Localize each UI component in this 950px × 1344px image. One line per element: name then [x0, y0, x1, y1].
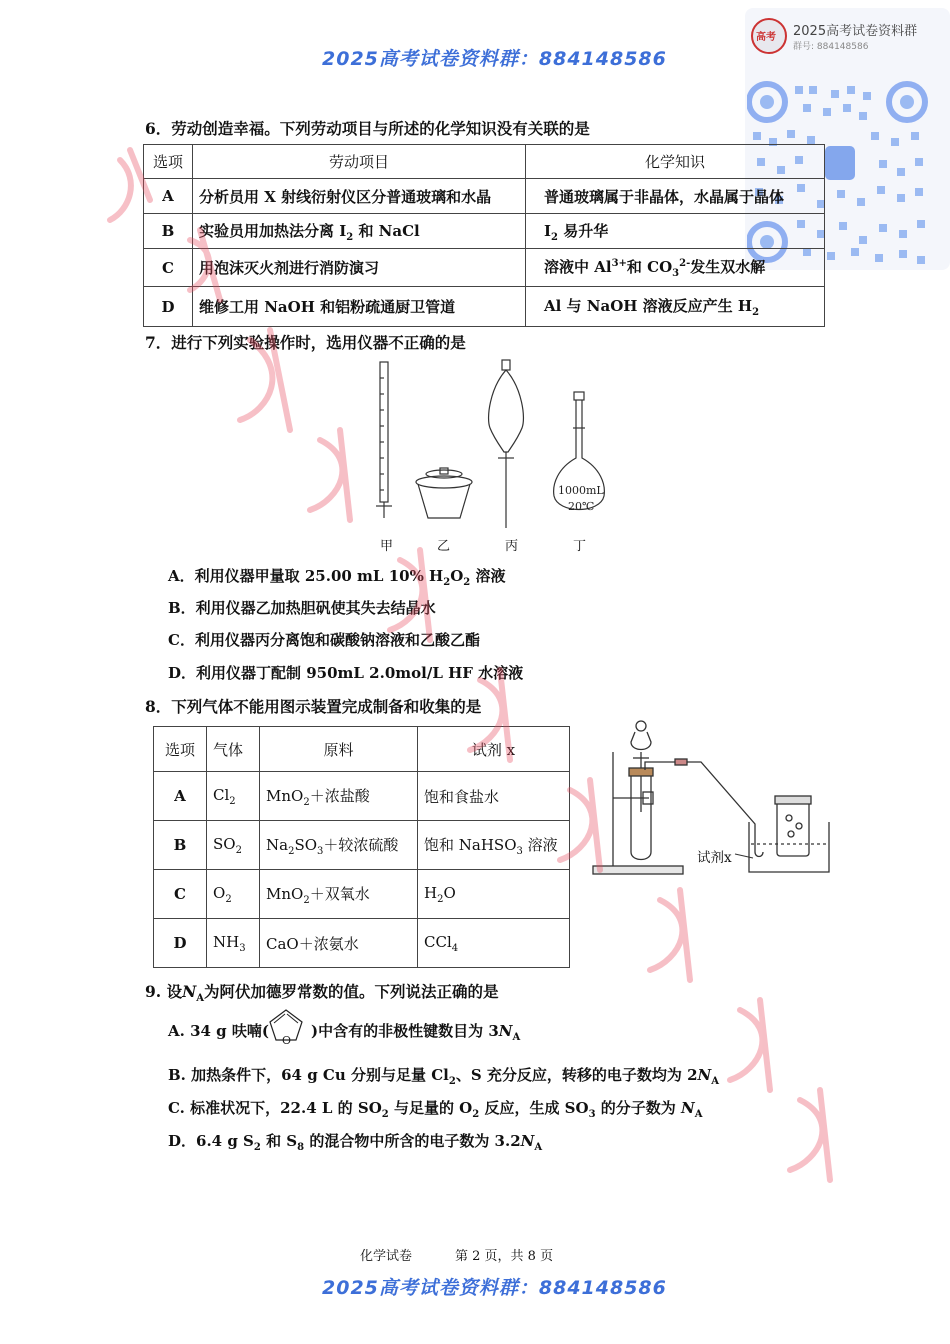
instrument-label-yi: 乙 [437, 539, 451, 554]
q6-stem: 6．劳动创造幸福。下列劳动项目与所述的化学知识没有关联的是 [145, 119, 590, 138]
furan-ring-icon [266, 1006, 306, 1046]
instrument-label-jia: 甲 [380, 539, 394, 554]
flask-volume-label: 1000mL [558, 484, 604, 497]
table-row: C 用泡沫灭火剂进行消防演习 溶液中 $Al^{3+}$和 $CO_3^{2-}$发生双水解 [144, 249, 825, 287]
instrument-label-bing: 丙 [505, 539, 519, 554]
separatory-funnel-icon [489, 360, 524, 528]
q7-instruments-figure [340, 358, 630, 528]
q9-option-c: C. 标准状况下，22.4 L 的 $SO_2$ 与足量的 $O_2$ 反应，生成 $SO_3$ 的分子数为 $N_A$ [168, 1099, 703, 1120]
reagent-x-label: 试剂x [697, 850, 732, 866]
crucible-icon [416, 468, 472, 518]
qr-title: 2025高考试卷资料群 [793, 24, 918, 39]
qr-subtitle: 群号: 884148586 [793, 42, 869, 52]
q7-option-d: D．利用仪器丁配制 950mL 2.0mol/L HF 水溶液 [168, 664, 524, 682]
flask-temp-label: 20℃ [568, 500, 595, 513]
instrument-label-ding: 丁 [573, 539, 587, 554]
footer-subject: 化学试卷 [360, 1249, 413, 1264]
table-row: D 维修工用 NaOH 和铝粉疏通厨卫管道 Al 与 NaOH 溶液反应产生 $H_2$ [144, 287, 825, 327]
table-row: C $O_2$ MnO$_2$＋双氧水 $H_2O$ [154, 870, 570, 919]
q9-option-d: D．6.4 g $S_2$ 和 $S_8$ 的混合物中所含的电子数为 $3.2N_A$ [168, 1132, 543, 1153]
table-row: 选项 劳动项目 化学知识 [144, 145, 825, 179]
q9-option-a: A. 34 g 呋喃( )中含有的非极性键数目为 $3N_A$ [168, 1022, 521, 1043]
q9-option-b: B. 加热条件下，64 g Cu 分别与足量 $Cl_2$、S 充分反应，转移的电子数均为 $2N_A$ [168, 1066, 720, 1087]
banner-top: 2025高考试卷资料群：884148586 [322, 48, 667, 70]
table-row: A 分析员用 X 射线衍射仪区分普通玻璃和水晶 普通玻璃属于非晶体，水晶属于晶体 [144, 179, 825, 214]
qr-logo-icon: 高考 [751, 18, 787, 54]
banner-bottom: 2025高考试卷资料群：884148586 [322, 1277, 667, 1299]
q8-stem: 8．下列气体不能用图示装置完成制备和收集的是 [145, 697, 482, 716]
q7-option-a: A．利用仪器甲量取 25.00 mL 10% $H_2O_2$ 溶液 [168, 567, 506, 588]
q7-option-c: C．利用仪器丙分离饱和碳酸钠溶液和乙酸乙酯 [168, 631, 480, 649]
table-row: B 实验员用加热法分离 $I_2$ 和 NaCl $I_2$ 易升华 [144, 214, 825, 249]
table-row: 选项 气体 原料 试剂 x [154, 727, 570, 772]
q9-stem: 9. 设$N_A$为阿伏加德罗常数的值。下列说法正确的是 [145, 982, 499, 1005]
footer-page: 第 2 页，共 8 页 [455, 1249, 554, 1264]
furan-oxygen-label: O [282, 1034, 292, 1046]
burette-icon [376, 362, 392, 518]
q7-stem: 7．进行下列实验操作时，选用仪器不正确的是 [145, 333, 466, 352]
q7-option-b: B．利用仪器乙加热胆矾使其失去结晶水 [168, 599, 436, 617]
table-row: D $NH_3$ CaO＋浓氨水 CCl$_4$ [154, 919, 570, 968]
table-row: A $Cl_2$ MnO$_2$＋浓盐酸 饱和食盐水 [154, 772, 570, 821]
q8-table [153, 726, 570, 968]
q6-table [143, 144, 825, 327]
table-row: B $SO_2$ $Na_2SO_3+$较浓硫酸 饱和 NaHSO$_3$ 溶液 [154, 821, 570, 870]
